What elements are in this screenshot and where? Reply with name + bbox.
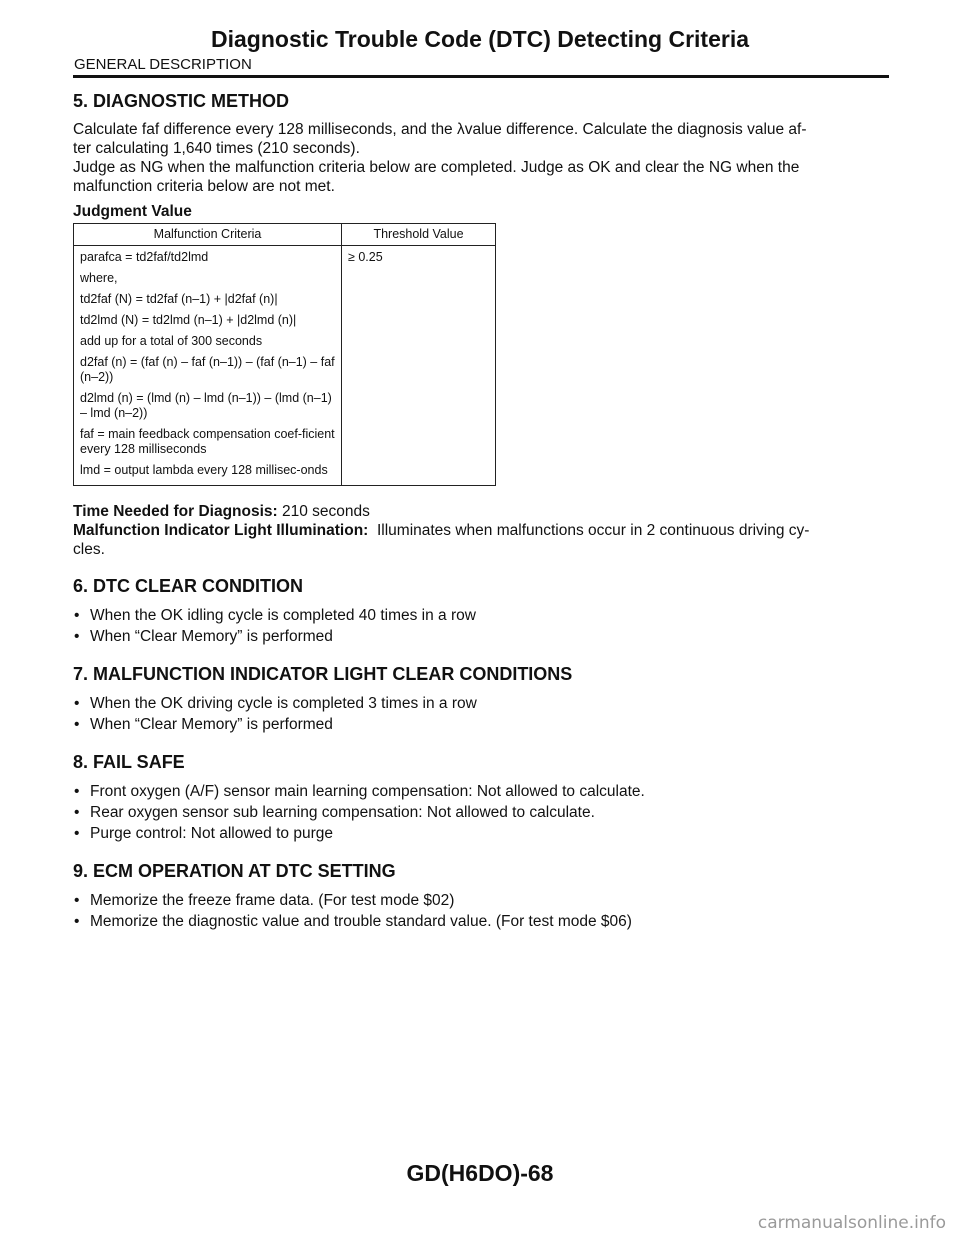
list-item: • When “Clear Memory” is performed: [74, 628, 333, 645]
list-item: • Rear oxygen sensor sub learning compensation: Not allowed to calculate.: [74, 804, 595, 821]
page-code: GD(H6DO)-68: [406, 1160, 554, 1186]
judgment-table: [73, 223, 496, 486]
criteria-line: parafca = td2faf/td2lmd: [80, 250, 209, 264]
list-item: • When “Clear Memory” is performed: [74, 716, 333, 733]
section-5-heading: 5. DIAGNOSTIC METHOD: [73, 91, 290, 111]
col-header-criteria: Malfunction Criteria: [74, 224, 342, 246]
list-item: • When the OK driving cycle is completed 3 times in a row: [74, 695, 477, 712]
judgment-value-title: Judgment Value: [73, 203, 192, 220]
criteria-line: faf = main feedback compensation coef-ficient every 128 milliseconds: [80, 427, 335, 456]
bullet-icon: •: [74, 783, 80, 800]
criteria-line: td2lmd (N) = td2lmd (n–1) + |d2lmd (n)|: [80, 313, 297, 327]
mil-illumination-value: Illuminates when malfunctions occur in 2 continuous driving cy-: [376, 522, 810, 539]
threshold-cell: ≥ 0.25: [342, 246, 496, 486]
watermark: carmanualsonline.info: [757, 1213, 946, 1233]
col-header-threshold: Threshold Value: [342, 224, 496, 246]
section-8-list: [73, 781, 888, 844]
list-item: • When the OK idling cycle is completed 40 times in a row: [74, 607, 476, 624]
section-header: GENERAL DESCRIPTION: [74, 56, 252, 73]
method-text-line: ter calculating 1,640 times (210 seconds).: [73, 140, 360, 157]
criteria-line: where,: [80, 271, 118, 285]
criteria-line: d2lmd (n) = (lmd (n) – lmd (n–1)) – (lmd (n–1) – lmd (n–2)): [80, 391, 332, 420]
mil-illumination-label: Malfunction Indicator Light Illumination:: [73, 522, 369, 539]
section-8-heading: 8. FAIL SAFE: [73, 752, 185, 772]
method-text-line: Calculate faf difference every 128 milliseconds, and the λvalue difference. Calculate the diagnosis value af-: [73, 121, 807, 138]
criteria-cell: [74, 246, 342, 486]
diagnosis-info: [73, 502, 888, 559]
mil-illumination-line: [73, 521, 888, 540]
list-item: • Memorize the diagnostic value and trouble standard value. (For test mode $06): [74, 913, 632, 930]
method-text-line: malfunction criteria below are not met.: [73, 178, 335, 195]
section-9-heading: 9. ECM OPERATION AT DTC SETTING: [73, 861, 396, 881]
time-needed-label: Time Needed for Diagnosis:: [73, 503, 278, 520]
method-text-line: Judge as NG when the malfunction criteria below are completed. Judge as OK and clear the NG when the: [73, 159, 800, 176]
bullet-icon: •: [74, 695, 80, 712]
section-7-list: [73, 693, 888, 735]
mil-illumination-line-2: cles.: [73, 541, 105, 558]
list-item: • Purge control: Not allowed to purge: [74, 825, 333, 842]
criteria-line: td2faf (N) = td2faf (n–1) + |d2faf (n)|: [80, 292, 278, 306]
section-5-body: [73, 120, 888, 196]
page-title: Diagnostic Trouble Code (DTC) Detecting Criteria: [211, 26, 749, 52]
section-6-heading: 6. DTC CLEAR CONDITION: [73, 576, 304, 596]
content: [73, 90, 888, 932]
criteria-line: d2faf (n) = (faf (n) – faf (n–1)) – (faf (n–1) – faf (n–2)): [80, 355, 335, 384]
criteria-line: lmd = output lambda every 128 millisec-onds: [80, 463, 328, 477]
bullet-icon: •: [74, 804, 80, 821]
section-7-heading: 7. MALFUNCTION INDICATOR LIGHT CLEAR CONDITIONS: [73, 664, 573, 684]
bullet-icon: •: [74, 607, 80, 624]
bullet-icon: •: [74, 628, 80, 645]
list-item: • Front oxygen (A/F) sensor main learning compensation: Not allowed to calculate.: [74, 783, 645, 800]
bullet-icon: •: [74, 825, 80, 842]
section-6-list: [73, 605, 888, 647]
bullet-icon: •: [74, 716, 80, 733]
time-needed-line: [73, 502, 888, 521]
criteria-line: add up for a total of 300 seconds: [80, 334, 263, 348]
header-divider: [73, 75, 889, 78]
section-9-list: [73, 890, 888, 932]
bullet-icon: •: [74, 892, 80, 909]
bullet-icon: •: [74, 913, 80, 930]
time-needed-value: 210 seconds: [282, 503, 370, 520]
list-item: • Memorize the freeze frame data. (For test mode $02): [74, 892, 455, 909]
